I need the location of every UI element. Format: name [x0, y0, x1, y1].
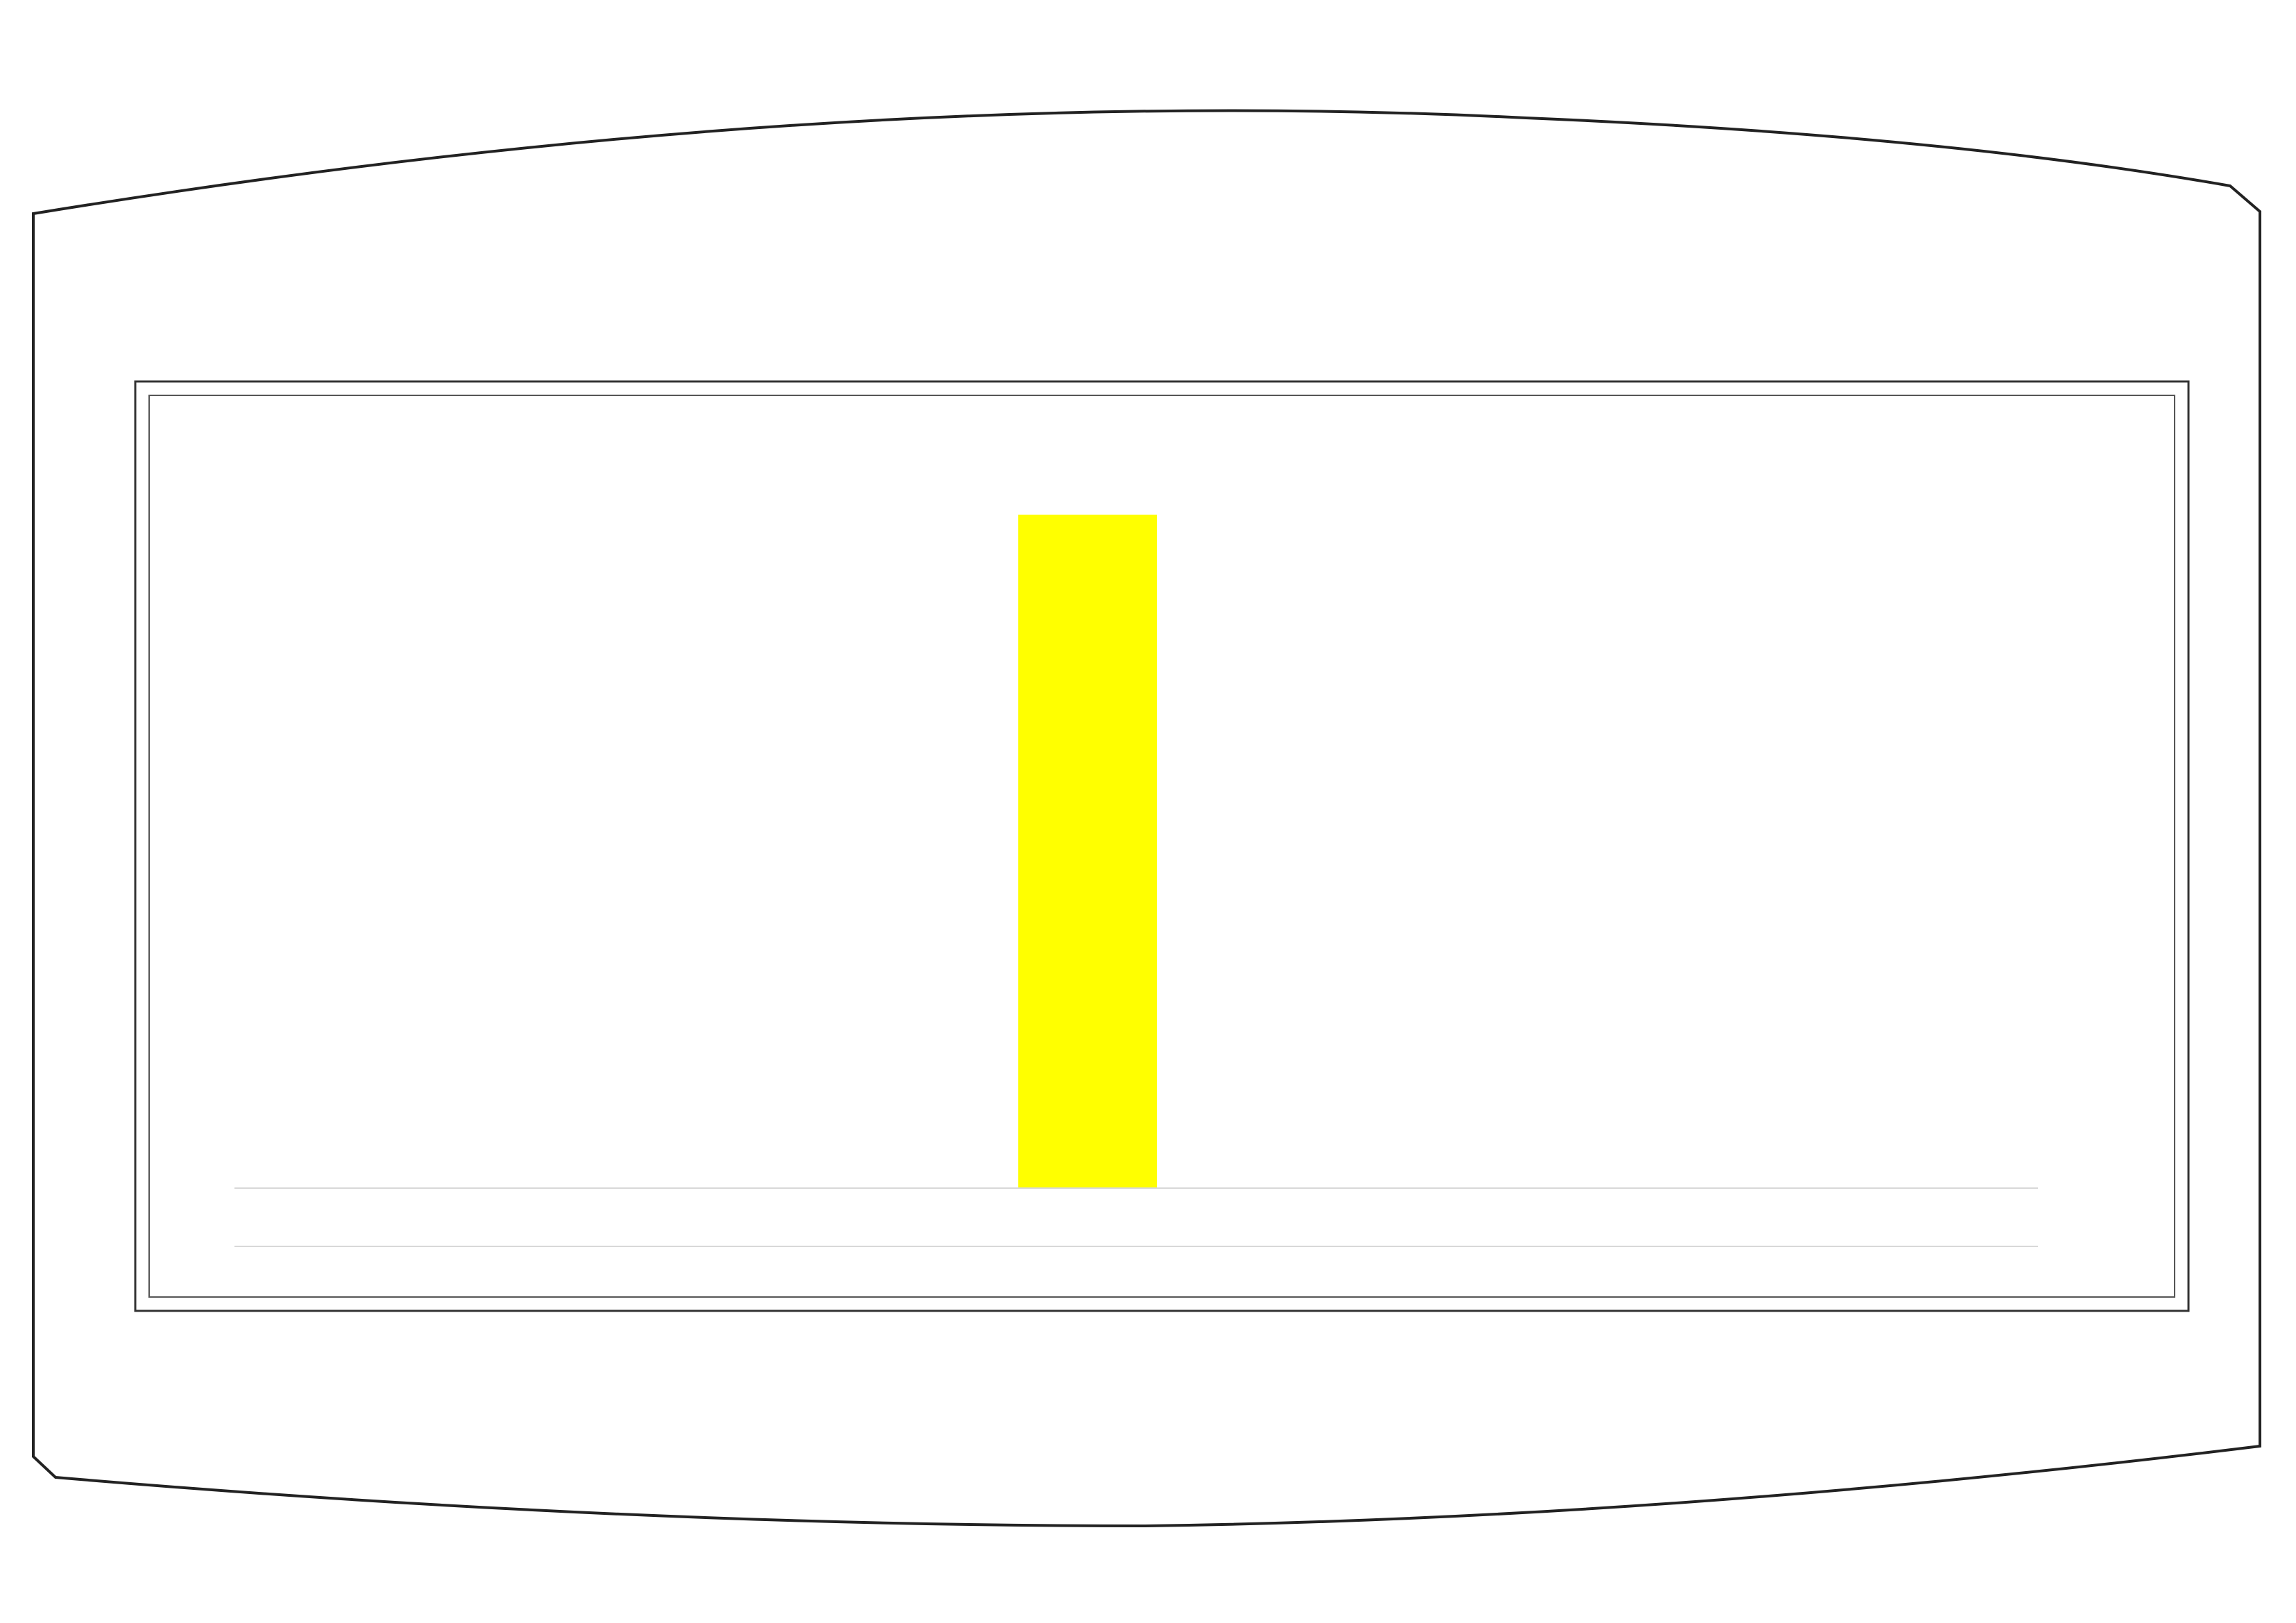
- grid-line: [234, 1246, 2038, 1247]
- court-outline-outer: [135, 381, 2188, 1311]
- center-yellow-strip: [1018, 515, 1157, 1187]
- court-outline-inner: [149, 395, 2175, 1297]
- grid-line: [234, 1187, 2038, 1189]
